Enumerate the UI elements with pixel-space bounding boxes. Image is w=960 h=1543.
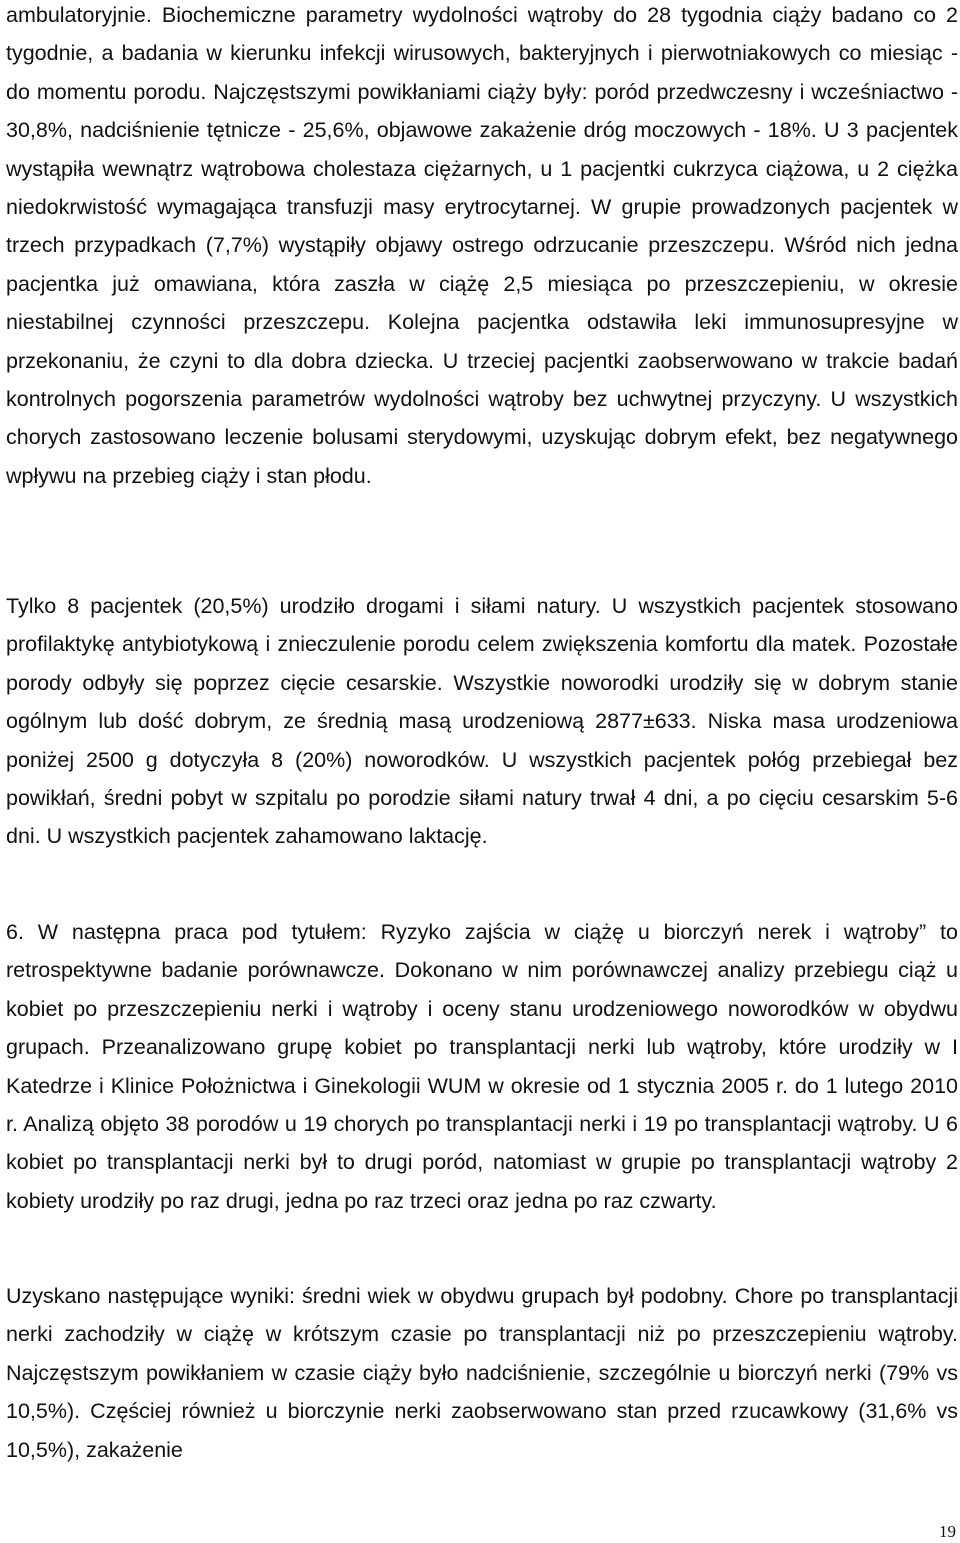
- paragraph-transplant-pregnancy-outcomes: ambulatoryjnie. Biochemiczne parametry wydolności wątroby do 28 tygodnia ciąży badano co 2 tygodnie, a badania w kierunku infekcji wirusowych, bakteryjnych i pierwotniakowych co miesiąc - do momentu porodu. Najczęstszymi powikłaniami ciąży były: poród przedwczesny i wcześniactwo - 30,8%, nadciśnienie tętnicze - 25,6%, objawowe zakażenie dróg moczowych - 18%. U 3 pacjentek wystąpiła wewnątrz wątrobowa cholestaza ciężarnych, u 1 pacjentki cukrzyca ciążowa, u 2 ciężka niedokrwistość wymagająca transfuzji masy erytrocytarnej. W grupie prowadzonych pacjentek w trzech przypadkach (7,7%) wystąpiły objawy ostrego odrzucanie przeszczepu. Wśród nich jedna pacjentka już omawiana, która zaszła w ciążę 2,5 miesiąca po przeszczepieniu, w okresie niestabilnej czynności przeszczepu. Kolejna pacjentka odstawiła leki immunosupresyjne w przekonaniu, że czyni to dla dobra dziecka. U trzeciej pacjentki zaobserwowano w trakcie badań kontrolnych pogorszenia parametrów wydolności wątroby bez uchwytnej przyczyny. U wszystkich chorych zastosowano leczenie bolusami sterydowymi, uzyskując dobrym efekt, bez negatywnego wpływu na przebieg ciąży i stan płodu.: [6, 3, 958, 488]
- paragraph-results: Uzyskano następujące wyniki: średni wiek w obydwu grupach był podobny. Chore po transplantacji nerki zachodziły w ciążę w krótszym czasie po transplantacji niż po przeszczepieniu wątroby. Najczęstszym powikłaniem w czasie ciąży było nadciśnienie, szczególnie u biorczyń nerki (79% vs 10,5%). Częściej również u biorczynie nerki zaobserwowano stan przed rzucawkowy (31,6% vs 10,5%), zakażenie: [6, 1284, 958, 1462]
- page-number: 19: [939, 1522, 956, 1541]
- paragraph-publication-6: 6. W następna praca pod tytułem: Ryzyko zajścia w ciążę u biorczyń nerek i wątroby” to retrospektywne badanie porównawcze. Dokonano w nim porównawczej analizy przebiegu ciąż u kobiet po przeszczepieniu nerki i wątroby i oceny stanu urodzeniowego noworodków w obydwu grupach. Przeanalizowano grupę kobiet po transplantacji nerki lub wątroby, które urodziły w I Katedrze i Klinice Położnictwa i Ginekologii WUM w okresie od 1 stycznia 2005 r. do 1 lutego 2010 r. Analizą objęto 38 porodów u 19 chorych po transplantacji nerki i 19 po transplantacji wątroby. U 6 kobiet po transplantacji nerki był to drugi poród, natomiast w grupie po transplantacji wątroby 2 kobiety urodziły po raz drugi, jedna po raz trzeci oraz jedna po raz czwarty.: [6, 920, 958, 1213]
- paragraph-delivery-outcomes: Tylko 8 pacjentek (20,5%) urodziło drogami i siłami natury. U wszystkich pacjentek stosowano profilaktykę antybiotykową i znieczulenie porodu celem zwiększenia komfortu dla matek. Pozostałe porody odbyły się poprzez cięcie cesarskie. Wszystkie noworodki urodziły się w dobrym stanie ogólnym lub dość dobrym, ze średnią masą urodzeniową 2877±633. Niska masa urodzeniowa poniżej 2500 g dotyczyła 8 (20%) noworodków. U wszystkich pacjentek połóg przebiegał bez powikłań, średni pobyt w szpitalu po porodzie siłami natury trwał 4 dni, a po cięciu cesarskim 5-6 dni. U wszystkich pacjentek zahamowano laktację.: [6, 594, 958, 849]
